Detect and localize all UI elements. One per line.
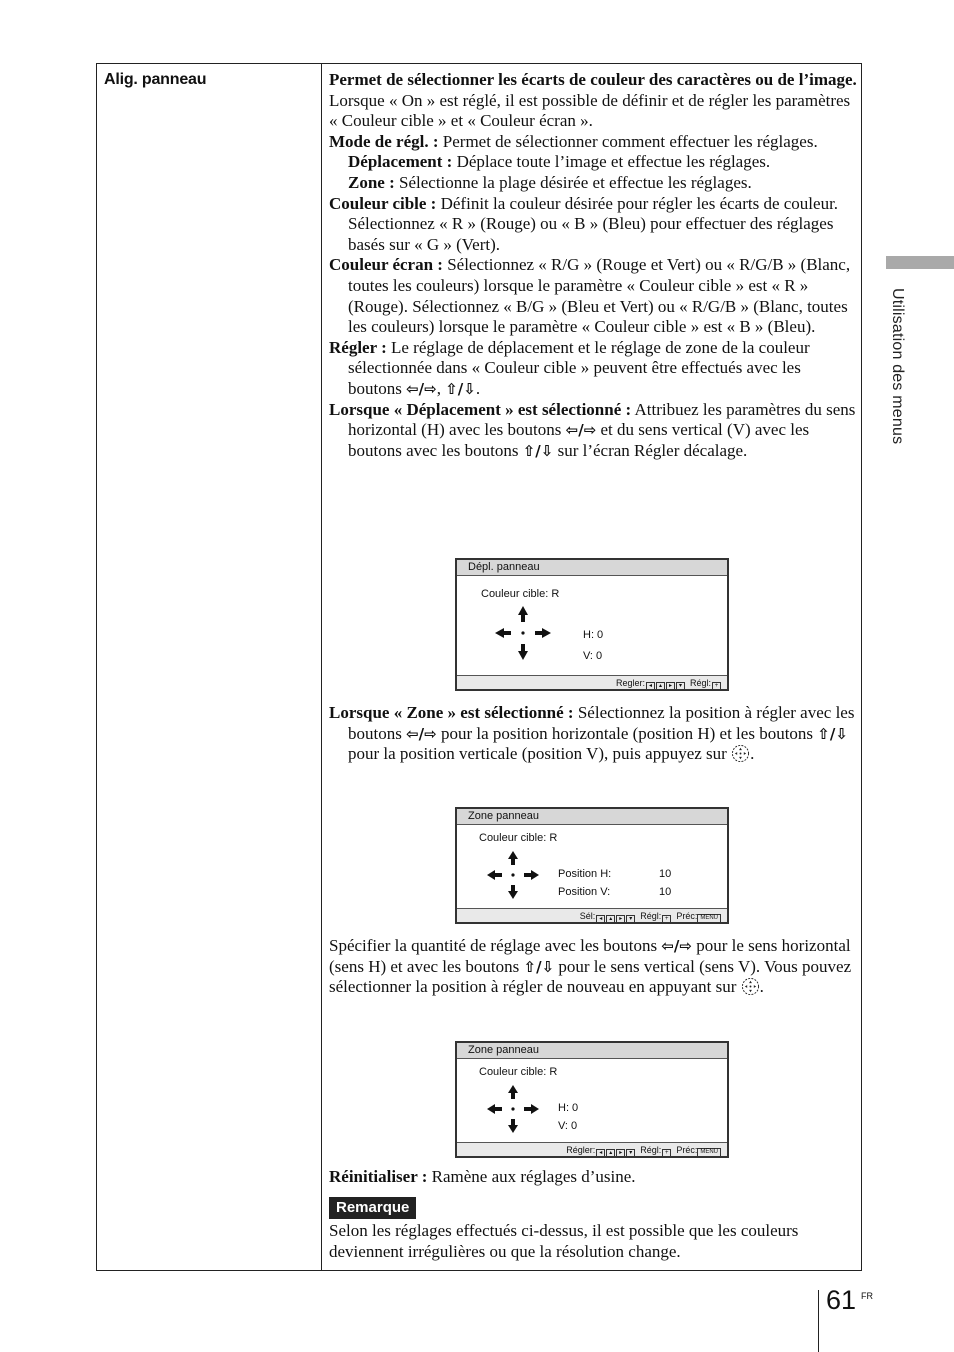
down-key-icon: ▾ (676, 682, 685, 691)
enter-button-icon (741, 977, 760, 996)
regler-item: Régler : Le réglage de déplacement et le réglage de zone de la couleur sélectionnée dans « Couleur cible » peuvent être effectués avec les boutons ⇦/⇨, ⇧/⇩. (329, 337, 810, 398)
down-key-icon: ▾ (626, 915, 635, 924)
depl-selected-text-1: Attribuez les paramètres du sens horizontal (H) avec les boutons (348, 399, 856, 440)
zone-selected-text-2: pour la position horizontale (position H) et les boutons (440, 723, 814, 743)
up-down-arrows-icon: ⇧/⇩ (523, 957, 555, 976)
right-key-icon: ▸ (666, 682, 675, 691)
cible-text: Définit la couleur désirée pour régler les écarts de couleur. Sélectionnez « R » (Rouge) ou « B » (Bleu) pour effectuer des réglages basés sur « G » (Vert). (348, 193, 839, 254)
up-key-icon: ▴ (606, 915, 615, 924)
up-key-icon: ▴ (656, 682, 665, 691)
position-v-label: Position V: (558, 886, 611, 898)
intro-text: Lorsque « On » est réglé, il est possible de définir et de régler les paramètres « Couleur cible » et « Couleur écran ». (329, 90, 851, 131)
left-right-arrows-icon: ⇦/⇨ (406, 379, 437, 398)
remarque-text: Selon les réglages effectués ci-dessus, il est possible que les couleurs deviennent irrégulières ou que la résolution change. (329, 1221, 799, 1261)
v-value: V: 0 (558, 1120, 578, 1132)
zone-selected-item: Lorsque « Zone » est sélectionné : Sélectionnez la position à régler avec les boutons ⇦/⇨ pour la position horizontale (position H) et les boutons ⇧/⇩ pour la position verticale (position V), puis appuyez sur . (329, 703, 855, 764)
direction-cross-icon (485, 849, 541, 901)
description-block (329, 70, 857, 461)
left-key-icon: ◂ (646, 682, 655, 691)
remarque-badge: Remarque (329, 1197, 416, 1220)
specifier-text: Spécifier la quantité de réglage avec les boutons ⇦/⇨ pour le sens horizontal (sens H) et avec les boutons ⇧/⇩ pour le sens vertical (sens V). Vous pouvez sélectionner la position à régler de nouveau en appuyant sur . (329, 936, 852, 997)
up-down-arrows-icon: ⇧/⇩ (522, 441, 554, 460)
screen-footer (457, 1142, 727, 1156)
up-down-arrows-icon: ⇧/⇩ (445, 379, 476, 398)
footer-regler: Regler: (615, 678, 645, 688)
cible-item (329, 194, 857, 256)
depl-selected-text-2: et du sens vertical (V) avec les boutons avec les boutons (348, 420, 810, 460)
zone-text: Sélectionne la plage désirée et effectue les réglages. (399, 172, 752, 192)
deplacement-text: Déplace toute l’image et effectue les réglages. (456, 152, 771, 172)
remarque-row (329, 1197, 857, 1220)
enter-key-icon: + (662, 915, 671, 924)
page-number-divider (818, 1290, 819, 1352)
couleur-cible-label: Couleur cible: R (481, 588, 560, 600)
zone-label: Zone : (348, 172, 395, 192)
screen-footer (457, 908, 727, 922)
zone-item (329, 173, 857, 194)
direction-cross-icon (493, 604, 553, 662)
specifier-block (329, 936, 857, 998)
screen-title: Zone panneau (457, 1043, 727, 1059)
term-alig-panneau: Alig. panneau (104, 71, 207, 88)
left-key-icon: ◂ (596, 1149, 605, 1158)
regler-text: Le réglage de déplacement et le réglage de zone de la couleur sélectionnée dans « Couleur cible » peuvent être effectués avec les boutons (348, 337, 810, 398)
left-right-arrows-icon: ⇦/⇨ (565, 421, 597, 440)
cible-label: Couleur cible : (329, 193, 437, 213)
ecran-label: Couleur écran : (329, 255, 443, 275)
position-h-label: Position H: (558, 868, 612, 880)
regler-label: Régler : (329, 337, 387, 357)
couleur-cible-label: Couleur cible: R (479, 1066, 558, 1078)
depl-selected-text-3: sur l’écran Régler décalage. (557, 440, 748, 460)
screen-zone-panneau-adjust (455, 1041, 729, 1158)
reinit-item (329, 1167, 857, 1188)
zone-selected-text-3: pour la position verticale (position V), puis appuyez sur (348, 744, 727, 764)
h-value: H: 0 (558, 1102, 579, 1114)
depl-selected-label: Lorsque « Déplacement » est sélectionné : (329, 399, 632, 419)
zone-selected-text-1: Sélectionnez la position à régler avec les boutons (348, 703, 855, 743)
mode-label: Mode de régl. : (329, 131, 439, 151)
v-value: V: 0 (583, 650, 603, 662)
left-key-icon: ◂ (596, 915, 605, 924)
ecran-item (329, 255, 857, 337)
up-key-icon: ▴ (606, 1149, 615, 1158)
footer-prec: Préc: (676, 1145, 698, 1155)
footer-prec: Préc: (676, 911, 698, 921)
enter-key-icon: + (712, 682, 721, 691)
enter-key-icon: + (662, 1149, 671, 1158)
footer-sel: Sél: (579, 911, 596, 921)
zone-selected-block (329, 703, 857, 765)
enter-button-icon (731, 744, 750, 763)
position-v-value: 10 (659, 886, 672, 898)
specifier-text-3: pour le sens vertical (sens V). Vous pouvez sélectionner la position à régler de nouveau en appuyant sur (329, 956, 852, 997)
screen-depl-panneau (455, 558, 729, 691)
deplacement-label: Déplacement : (348, 152, 453, 172)
section-title: Utilisation des menus (889, 288, 906, 445)
zone-selected-label: Lorsque « Zone » est sélectionné : (329, 703, 574, 722)
footer-regl: Régl: (640, 911, 662, 921)
depl-selected-item (329, 400, 857, 462)
direction-cross-icon (485, 1083, 541, 1135)
left-right-arrows-icon: ⇦/⇨ (406, 724, 437, 743)
screen-zone-panneau-position (455, 807, 729, 924)
mode-item (329, 132, 857, 153)
couleur-cible-label: Couleur cible: R (479, 832, 558, 844)
page-number: 61 (826, 1285, 857, 1315)
section-tab-bar (886, 256, 954, 269)
right-key-icon: ▸ (616, 1149, 625, 1158)
screen-footer (457, 675, 727, 689)
menu-key-icon: MENU (697, 1148, 721, 1157)
footer-regl: Régl: (689, 678, 711, 688)
reinit-label: Réinitialiser : (329, 1167, 428, 1186)
position-h-value: 10 (659, 868, 672, 880)
specifier-text-1: Spécifier la quantité de réglage avec les boutons (329, 936, 658, 955)
up-down-arrows-icon: ⇧/⇩ (817, 724, 848, 743)
page-language: FR (861, 1291, 873, 1301)
menu-key-icon: MENU (697, 914, 721, 923)
reinit-text: Ramène aux réglages d’usine. (431, 1167, 636, 1186)
down-key-icon: ▾ (626, 1149, 635, 1158)
column-divider (321, 64, 322, 1270)
intro-heading: Permet de sélectionner les écarts de couleur des caractères ou de l’image. (329, 70, 857, 89)
menu-table (96, 63, 862, 1271)
mode-text: Permet de sélectionner comment effectuer les réglages. (442, 131, 818, 151)
deplacement-item (329, 152, 857, 173)
left-right-arrows-icon: ⇦/⇨ (661, 937, 692, 955)
ecran-text: Sélectionnez « R/G » (Rouge et Vert) ou « R/G/B » (Blanc, toutes les couleurs) lorsque le paramètre « Couleur cible » est « R » (Rouge). Sélectionnez « B/G » (Bleu et Vert) ou « R/G/B » (Blanc, toutes les couleurs) lorsque le paramètre « Couleur cible » est « B » (Bleu). (348, 255, 851, 337)
right-key-icon: ▸ (616, 915, 625, 924)
footer-regl: Régl: (640, 1145, 662, 1155)
reinit-block (329, 1167, 857, 1262)
specifier-text-2: pour le sens horizontal (sens H) et avec les boutons (329, 936, 851, 976)
h-value: H: 0 (583, 629, 604, 641)
footer-regler: Régler: (566, 1145, 596, 1155)
screen-title: Zone panneau (457, 809, 727, 825)
screen-title: Dépl. panneau (457, 560, 727, 576)
